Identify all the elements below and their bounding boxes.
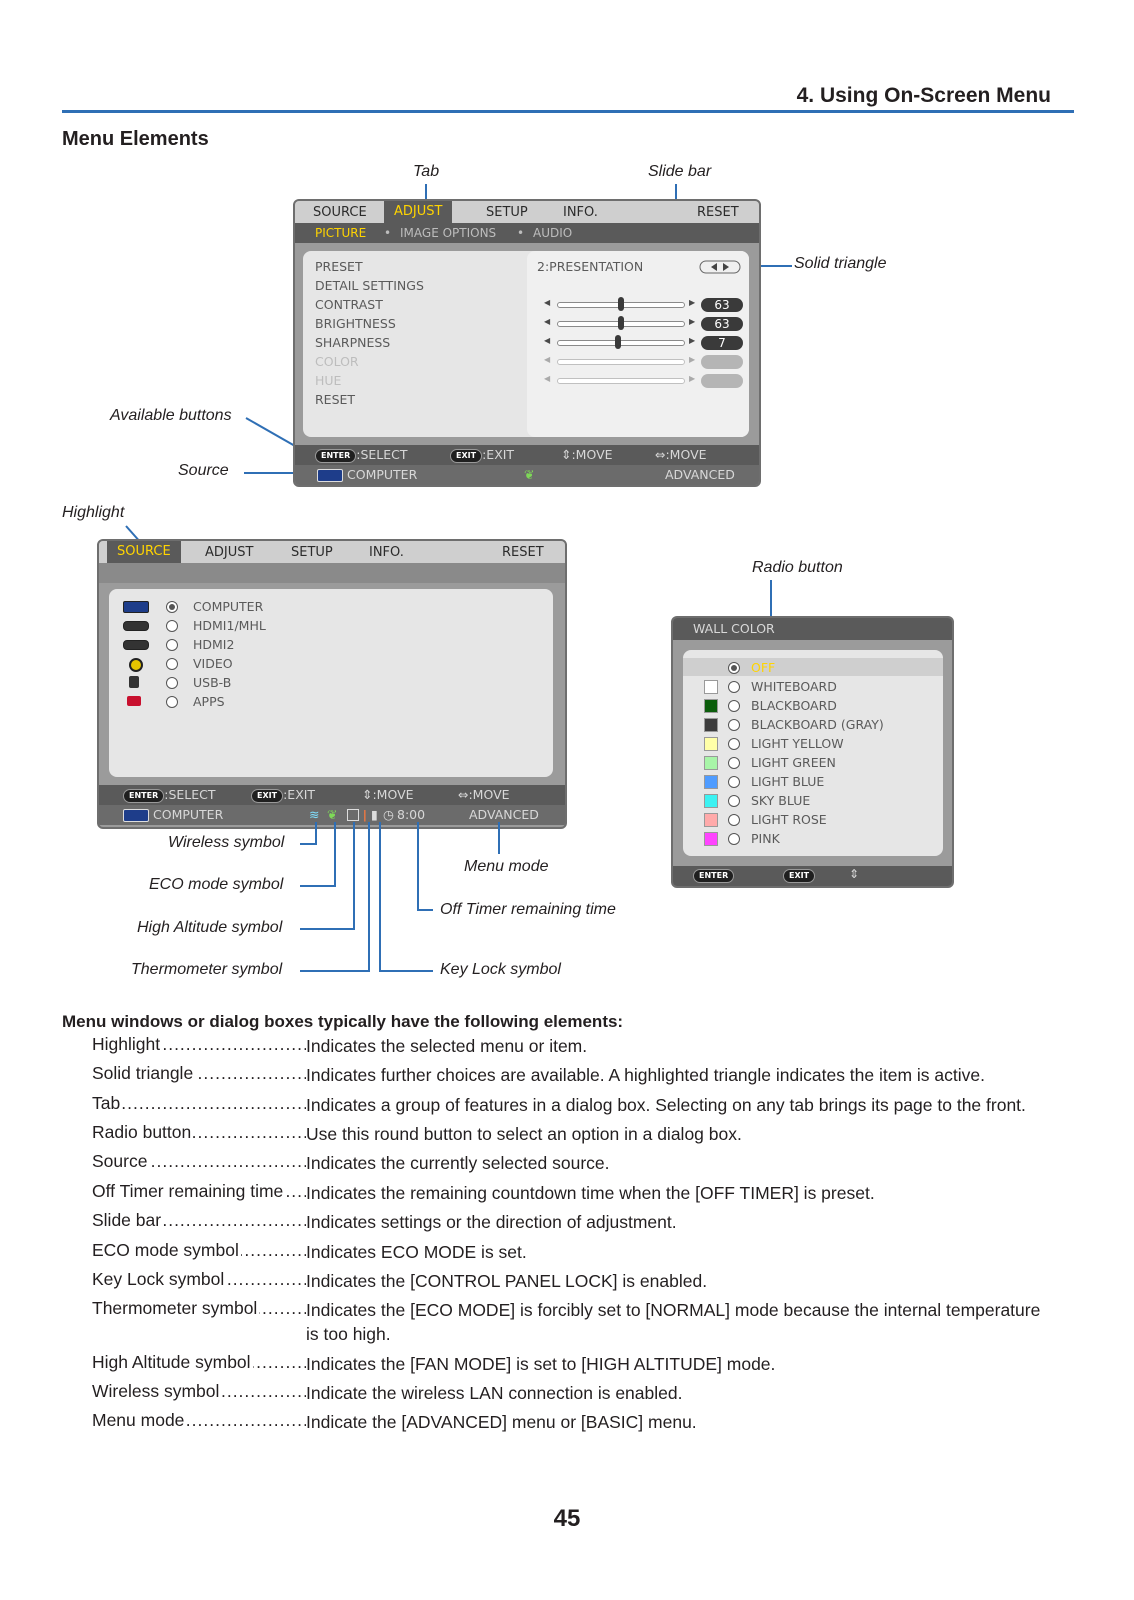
description-definition: Indicates further choices are available. A highlighted triangle indicates the item is active. — [306, 1065, 985, 1085]
wall-color-option[interactable]: LIGHT ROSE — [751, 812, 827, 827]
callout-radio-button: Radio button — [752, 559, 843, 576]
description-term — [92, 1181, 306, 1202]
description-definition: Indicates settings or the direction of adjustment. — [306, 1212, 677, 1232]
exit-button-icon: EXIT — [251, 789, 283, 803]
callout-high-altitude-symbol: High Altitude symbol — [137, 919, 283, 936]
callout-available-buttons: Available buttons — [110, 407, 232, 424]
radio-computer[interactable] — [166, 601, 178, 613]
tab-setup[interactable]: SETUP — [486, 205, 528, 220]
leader-timer-v — [417, 822, 419, 910]
triangle-right-icon: ▶ — [689, 374, 696, 383]
callout-source: Source — [178, 462, 229, 479]
description-definition: Indicates the [FAN MODE] is set to [HIGH ALTITUDE] mode. — [306, 1354, 776, 1374]
callout-solid-triangle: Solid triangle — [794, 255, 887, 272]
tab-adjust[interactable]: ADJUST — [205, 545, 254, 560]
description-definition: Indicate the [ADVANCED] menu or [BASIC] menu. — [306, 1412, 697, 1432]
description-term — [92, 1381, 306, 1402]
exit-hint — [450, 445, 514, 465]
triangle-left-icon: ◀ — [544, 336, 551, 345]
radio-hdmi1-mhl[interactable] — [166, 620, 178, 632]
source-apps[interactable]: APPS — [193, 694, 225, 709]
menu-item-brightness[interactable]: BRIGHTNESS — [315, 316, 396, 331]
description-term — [92, 1269, 306, 1290]
radio-wall-color[interactable] — [728, 681, 740, 693]
description-definition: Indicates a group of features in a dialog box. Selecting on any tab brings its page to the front. — [306, 1095, 1026, 1115]
select-label: :SELECT — [356, 447, 408, 462]
radio-wall-color[interactable] — [728, 795, 740, 807]
menu-item-reset[interactable]: RESET — [315, 392, 356, 407]
dialog-title: WALL COLOR — [693, 621, 775, 636]
wall-color-option[interactable]: SKY BLUE — [751, 793, 811, 808]
select-label: :SELECT — [164, 787, 216, 802]
term-text: Thermometer symbol — [92, 1298, 258, 1318]
menu-item-preset[interactable]: PRESET — [315, 259, 363, 274]
description-row — [92, 1034, 1056, 1060]
description-row — [92, 1151, 1056, 1177]
exit-button-icon: EXIT — [783, 869, 815, 883]
tab-reset[interactable]: RESET — [697, 205, 739, 220]
move-vertical-label: ⇕:MOVE — [362, 787, 414, 802]
triangle-right-icon: ▶ — [689, 298, 696, 307]
wall-color-option[interactable]: OFF — [751, 660, 776, 675]
description-definition: Indicate the wireless LAN connection is enabled. — [306, 1383, 683, 1403]
description-definition: Use this round button to select an option in a dialog box. — [306, 1124, 742, 1144]
subtab-picture[interactable]: PICTURE — [315, 226, 367, 240]
source-label: COMPUTER — [153, 807, 224, 822]
leader-menu-mode — [498, 822, 500, 854]
sub-tab-bar — [295, 223, 759, 243]
menu-item-detail-settings[interactable]: DETAIL SETTINGS — [315, 278, 424, 293]
dialog-title-bar — [673, 618, 952, 640]
description-definition: Indicates the [CONTROL PANEL LOCK] is enabled. — [306, 1271, 708, 1291]
enter-button-icon: ENTER — [315, 449, 356, 463]
thermometer-icon: ǀ — [363, 807, 367, 822]
color-swatch — [704, 794, 718, 808]
callout-off-timer: Off Timer remaining time — [440, 901, 616, 918]
description-term — [92, 1093, 306, 1114]
chapter-title: 4. Using On-Screen Menu — [796, 84, 1051, 107]
sub-tab-bar — [99, 563, 565, 583]
radio-wall-color[interactable] — [728, 719, 740, 731]
callout-tab: Tab — [413, 163, 440, 180]
leader-eco-v — [334, 822, 336, 887]
wireless-icon: ≋ — [309, 807, 320, 822]
wall-color-option[interactable]: BLACKBOARD (GRAY) — [751, 717, 884, 732]
apps-input-icon — [127, 696, 141, 706]
hdmi-input-icon — [123, 640, 149, 650]
contrast-slider[interactable] — [557, 302, 685, 308]
radio-hdmi2[interactable] — [166, 639, 178, 651]
description-definition: Indicates the selected menu or item. — [306, 1036, 588, 1056]
computer-input-icon — [123, 601, 149, 613]
tab-reset[interactable]: RESET — [502, 545, 544, 560]
key-lock-icon: ▮ — [371, 807, 378, 822]
dialog-footer — [673, 866, 952, 886]
solid-triangle-selector[interactable] — [699, 260, 741, 274]
exit-label: :EXIT — [482, 447, 515, 462]
tab-info[interactable]: INFO. — [563, 205, 598, 220]
color-swatch — [704, 718, 718, 732]
slider-knob[interactable] — [618, 297, 624, 311]
source-computer[interactable]: COMPUTER — [193, 599, 264, 614]
highlight-row — [683, 658, 943, 676]
term-text: High Altitude symbol — [92, 1352, 251, 1372]
leader-eco-h — [300, 885, 335, 887]
callout-menu-mode: Menu mode — [464, 858, 549, 875]
callout-highlight: Highlight — [62, 504, 125, 521]
wall-color-dialog — [671, 616, 954, 888]
off-timer-clock-icon: ◷ — [383, 807, 394, 822]
color-swatch — [704, 832, 718, 846]
term-text: Key Lock symbol — [92, 1269, 225, 1289]
term-text: Highlight — [92, 1034, 161, 1054]
color-swatch — [704, 756, 718, 770]
menu-mode-label: ADVANCED — [665, 467, 735, 482]
leader-wireless-v — [315, 822, 317, 845]
callout-slide-bar: Slide bar — [648, 163, 712, 180]
menu-item-sharpness[interactable]: SHARPNESS — [315, 335, 391, 350]
term-text: Menu mode — [92, 1410, 185, 1430]
description-term — [92, 1151, 306, 1172]
computer-source-icon — [123, 809, 149, 822]
wall-color-option[interactable]: PINK — [751, 831, 780, 846]
description-row — [92, 1093, 1056, 1119]
color-swatch — [704, 680, 718, 694]
menu-item-contrast[interactable]: CONTRAST — [315, 297, 383, 312]
triangle-left-icon: ◀ — [544, 355, 551, 364]
preset-value: 2:PRESENTATION — [537, 259, 644, 274]
description-row — [92, 1352, 1056, 1378]
high-altitude-icon — [347, 809, 359, 821]
sharpness-slider[interactable] — [557, 340, 685, 346]
brightness-slider[interactable] — [557, 321, 685, 327]
contrast-value: 63 — [701, 298, 743, 312]
subtab-separator: • — [517, 226, 525, 240]
description-row — [92, 1240, 1056, 1266]
description-term — [92, 1063, 306, 1084]
available-buttons-bar — [99, 785, 565, 805]
color-swatch — [704, 813, 718, 827]
description-term — [92, 1034, 306, 1055]
brightness-value: 63 — [701, 317, 743, 331]
description-term — [92, 1240, 306, 1261]
triangle-left-icon: ◀ — [544, 317, 551, 326]
source-menu-window — [97, 539, 567, 829]
updown-icon: ⇕ — [849, 867, 860, 881]
tab-setup[interactable]: SETUP — [291, 545, 333, 560]
source-video[interactable]: VIDEO — [193, 656, 233, 671]
usb-b-input-icon — [129, 676, 139, 688]
triangle-left-icon: ◀ — [544, 298, 551, 307]
term-text: Radio button — [92, 1122, 192, 1142]
description-definition: Indicates the remaining countdown time when the [OFF TIMER] is preset. — [306, 1183, 875, 1203]
hdmi-input-icon — [123, 621, 149, 631]
term-text: Off Timer remaining time — [92, 1181, 284, 1201]
slider-knob[interactable] — [615, 335, 621, 349]
description-row — [92, 1298, 1056, 1348]
source-hdmi2[interactable]: HDMI2 — [193, 637, 235, 652]
exit-hint — [251, 785, 315, 805]
wall-color-option[interactable]: BLACKBOARD — [751, 698, 837, 713]
eco-leaf-icon: ❦ — [524, 467, 535, 482]
leader-altitude-h — [300, 928, 355, 930]
radio-apps[interactable] — [166, 696, 178, 708]
leader-altitude-v — [353, 822, 355, 930]
leader-keylock-h — [379, 970, 433, 972]
move-horizontal-label: ⇔:MOVE — [655, 447, 707, 462]
hue-value — [701, 374, 743, 388]
radio-wall-color[interactable] — [728, 757, 740, 769]
description-row — [92, 1122, 1056, 1148]
tab-bar — [295, 201, 759, 223]
triangle-right-icon: ▶ — [689, 336, 696, 345]
hue-slider — [557, 378, 685, 384]
tab-adjust[interactable]: ADJUST — [384, 201, 452, 223]
menu-item-hue: HUE — [315, 373, 342, 388]
radio-wall-color[interactable] — [728, 776, 740, 788]
color-value — [701, 355, 743, 369]
radio-wall-color[interactable] — [728, 814, 740, 826]
leader-thermometer-v — [368, 822, 370, 972]
descriptions-heading: Menu windows or dialog boxes typically have the following elements: — [62, 1012, 624, 1031]
enter-button-icon: ENTER — [693, 869, 734, 883]
term-text: Solid triangle — [92, 1063, 194, 1083]
wall-color-option[interactable]: WHITEBOARD — [751, 679, 837, 694]
description-row — [92, 1381, 1056, 1407]
callout-key-lock-symbol: Key Lock symbol — [440, 961, 561, 978]
enter-button-icon: ENTER — [123, 789, 164, 803]
wall-color-option[interactable]: LIGHT BLUE — [751, 774, 825, 789]
move-vertical-label: ⇕:MOVE — [561, 447, 613, 462]
description-term — [92, 1352, 306, 1373]
tab-source[interactable]: SOURCE — [107, 541, 181, 563]
exit-button-icon: EXIT — [450, 449, 482, 463]
leader-timer-h — [417, 909, 433, 911]
description-row — [92, 1063, 1056, 1089]
term-text: Source — [92, 1151, 148, 1171]
header-rule — [62, 110, 1074, 113]
enter-hint — [315, 445, 408, 465]
color-swatch — [704, 737, 718, 751]
triangle-left-icon: ◀ — [544, 374, 551, 383]
sharpness-value: 7 — [701, 336, 743, 350]
term-text: Tab — [92, 1093, 121, 1113]
color-swatch — [704, 699, 718, 713]
available-buttons-bar — [295, 445, 759, 465]
exit-label: :EXIT — [283, 787, 316, 802]
move-horizontal-label: ⇔:MOVE — [458, 787, 510, 802]
slider-knob[interactable] — [618, 316, 624, 330]
description-term — [92, 1122, 306, 1143]
source-usb-b[interactable]: USB-B — [193, 675, 232, 690]
status-bar — [99, 805, 565, 825]
radio-video[interactable] — [166, 658, 178, 670]
tab-bar — [99, 541, 565, 563]
wall-color-option[interactable]: LIGHT GREEN — [751, 755, 836, 770]
off-timer-value: 8:00 — [397, 807, 426, 822]
color-slider — [557, 359, 685, 365]
video-input-icon — [129, 658, 143, 672]
description-definition: Indicates the currently selected source. — [306, 1153, 610, 1173]
description-term — [92, 1410, 306, 1431]
triangle-right-icon: ▶ — [689, 317, 696, 326]
radio-usb-b[interactable] — [166, 677, 178, 689]
tab-info[interactable]: INFO. — [369, 545, 404, 560]
tab-source[interactable]: SOURCE — [313, 205, 367, 220]
description-row — [92, 1410, 1056, 1436]
description-term — [92, 1210, 306, 1231]
color-swatch — [704, 775, 718, 789]
description-definition: Indicates the [ECO MODE] is forcibly set to [NORMAL] mode because the internal temperature is too high. — [306, 1300, 1041, 1344]
subtab-audio[interactable]: AUDIO — [533, 226, 573, 240]
subtab-separator: • — [384, 226, 392, 240]
callout-wireless-symbol: Wireless symbol — [168, 834, 285, 851]
callout-thermometer-symbol: Thermometer symbol — [131, 961, 283, 978]
description-definition: Indicates ECO MODE is set. — [306, 1242, 527, 1262]
callout-eco-mode-symbol: ECO mode symbol — [149, 876, 284, 893]
section-title: Menu Elements — [62, 128, 209, 150]
leader-keylock-v — [379, 822, 381, 972]
description-term — [92, 1298, 306, 1319]
source-hdmi1-mhl[interactable]: HDMI1/MHL — [193, 618, 266, 633]
wall-color-option[interactable]: LIGHT YELLOW — [751, 736, 844, 751]
menu-mode-label: ADVANCED — [469, 807, 539, 822]
source-label: COMPUTER — [347, 467, 418, 482]
radio-wall-color[interactable] — [728, 700, 740, 712]
term-text: Wireless symbol — [92, 1381, 220, 1401]
status-bar — [295, 465, 759, 485]
subtab-image-options[interactable]: IMAGE OPTIONS — [400, 226, 497, 240]
description-row — [92, 1210, 1056, 1236]
radio-wall-color[interactable] — [728, 833, 740, 845]
radio-wall-color[interactable] — [728, 738, 740, 750]
adjust-menu-window — [293, 199, 761, 487]
computer-source-icon — [317, 469, 343, 482]
leader-thermometer-h — [300, 970, 370, 972]
eco-leaf-icon: ❦ — [327, 807, 338, 822]
term-text: ECO mode symbol — [92, 1240, 239, 1260]
triangle-right-icon: ▶ — [689, 355, 696, 364]
page-number: 45 — [553, 1505, 581, 1532]
menu-item-color: COLOR — [315, 354, 359, 369]
description-row — [92, 1181, 1056, 1207]
radio-wall-color[interactable] — [728, 662, 740, 674]
description-row — [92, 1269, 1056, 1295]
leader-wireless-h — [300, 843, 316, 845]
term-text: Slide bar — [92, 1210, 162, 1230]
enter-hint — [123, 785, 216, 805]
